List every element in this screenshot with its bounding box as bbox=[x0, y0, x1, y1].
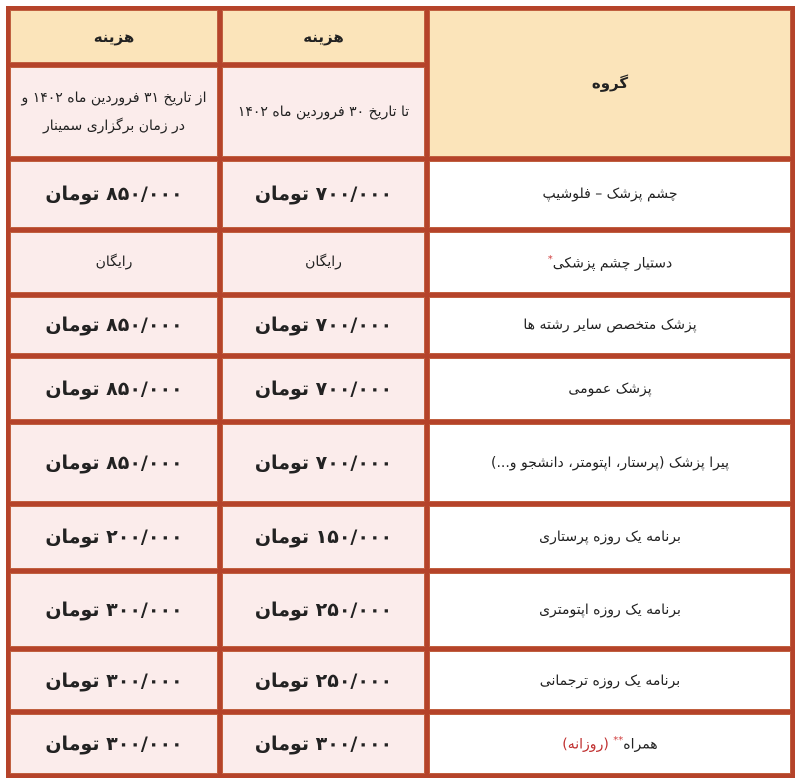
fee-late-cell: ۳۰۰/۰۰۰ تومان bbox=[10, 714, 218, 774]
group-cell: پزشک عمومی bbox=[429, 358, 791, 420]
fee-early-cell: ۱۵۰/۰۰۰ تومان bbox=[222, 506, 425, 570]
fee-table bbox=[6, 6, 795, 778]
fee-early-cell: ۲۵۰/۰۰۰ تومان bbox=[222, 651, 425, 710]
fee-late-cell: ۸۵۰/۰۰۰ تومان bbox=[10, 297, 218, 354]
fee-late-cell: ۸۵۰/۰۰۰ تومان bbox=[10, 161, 218, 229]
table-row bbox=[10, 232, 791, 293]
period-early: تا تاریخ ۳۰ فروردین ماه ۱۴۰۲ bbox=[222, 67, 425, 156]
footnote-star: ** bbox=[613, 735, 624, 747]
fee-late-cell: ۸۵۰/۰۰۰ تومان bbox=[10, 358, 218, 420]
table-row bbox=[10, 506, 791, 570]
fee-late-cell: ۳۰۰/۰۰۰ تومان bbox=[10, 651, 218, 710]
fee-early-cell: ۷۰۰/۰۰۰ تومان bbox=[222, 424, 425, 502]
fee-early-cell: ۳۰۰/۰۰۰ تومان bbox=[222, 714, 425, 774]
fee-late-cell: ۳۰۰/۰۰۰ تومان bbox=[10, 573, 218, 647]
fee-late-cell: رایگان bbox=[10, 232, 218, 293]
table-row bbox=[10, 161, 791, 229]
header-row bbox=[10, 10, 791, 63]
group-label: همراه bbox=[623, 737, 658, 754]
table-row bbox=[10, 714, 791, 774]
table-row bbox=[10, 573, 791, 647]
group-cell: برنامه یک روزه ترجمانی bbox=[429, 651, 791, 710]
fee-early-cell: ۷۰۰/۰۰۰ تومان bbox=[222, 358, 425, 420]
group-cell bbox=[429, 232, 791, 293]
fee-late-cell: ۸۵۰/۰۰۰ تومان bbox=[10, 424, 218, 502]
group-cell bbox=[429, 714, 791, 774]
period-late: از تاریخ ۳۱ فروردین ماه ۱۴۰۲ و در زمان برگزاری سمینار bbox=[10, 67, 218, 156]
fee-early-cell: رایگان bbox=[222, 232, 425, 293]
table-row bbox=[10, 297, 791, 354]
group-cell: برنامه یک روزه اپتومتری bbox=[429, 573, 791, 647]
fee-early-cell: ۲۵۰/۰۰۰ تومان bbox=[222, 573, 425, 647]
fee-early-cell: ۷۰۰/۰۰۰ تومان bbox=[222, 297, 425, 354]
table-row bbox=[10, 424, 791, 502]
table-row bbox=[10, 651, 791, 710]
cost-header-late: هزینه bbox=[10, 10, 218, 63]
group-cell: برنامه یک روزه پرستاری bbox=[429, 506, 791, 570]
fee-late-cell: ۲۰۰/۰۰۰ تومان bbox=[10, 506, 218, 570]
group-header: گروه bbox=[429, 10, 791, 157]
group-label: دستیار چشم پزشکی bbox=[552, 255, 673, 272]
footnote-star: * bbox=[547, 253, 553, 265]
cost-header-early: هزینه bbox=[222, 10, 425, 63]
fee-early-cell: ۷۰۰/۰۰۰ تومان bbox=[222, 161, 425, 229]
group-cell: پیرا پزشک (پرستار، اپتومتر، دانشجو و...) bbox=[429, 424, 791, 502]
daily-note: (روزانه) bbox=[562, 737, 609, 754]
table-row bbox=[10, 358, 791, 420]
group-cell: چشم پزشک – فلوشیپ bbox=[429, 161, 791, 229]
group-cell: پزشک متخصص سایر رشته ها bbox=[429, 297, 791, 354]
